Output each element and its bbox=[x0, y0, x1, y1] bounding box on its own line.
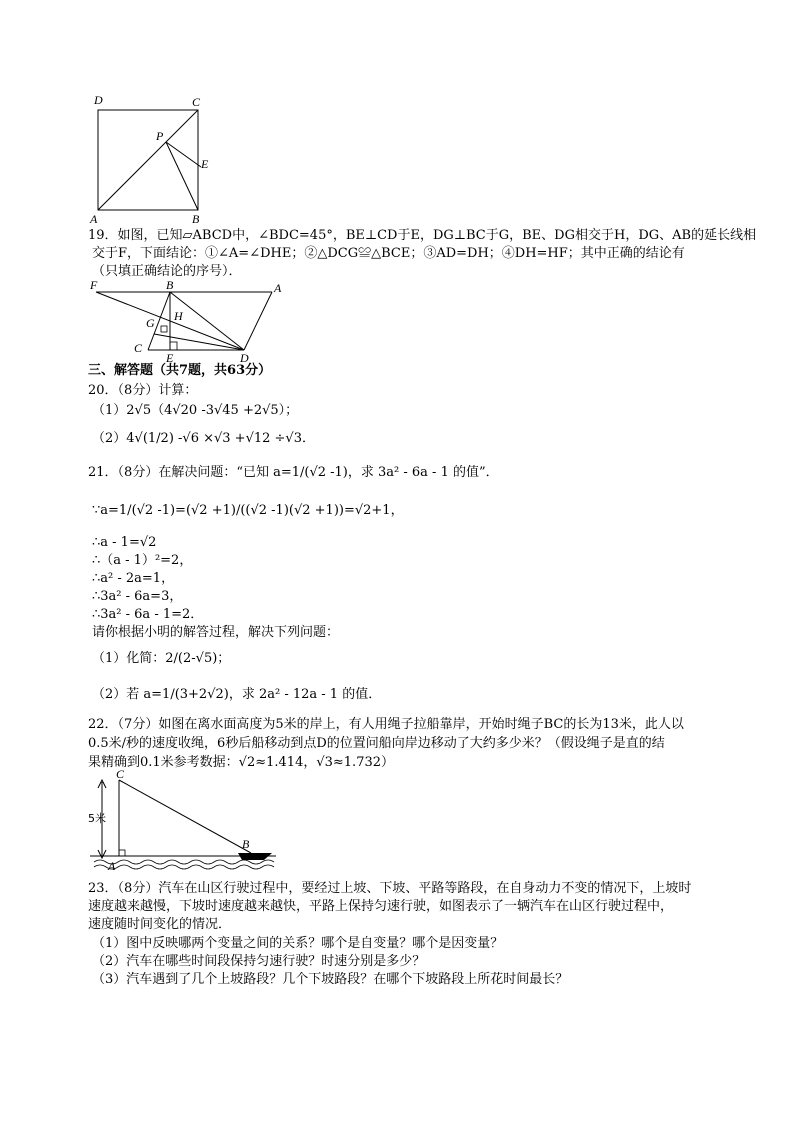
q19-line2: 交于F，下面结论：①∠A=∠DHE；②△DCG≌△BCE；③AD=DH；④DH=HF；其中正确的结论有 bbox=[92, 246, 685, 261]
q23-part2: （2）汽车在哪些时间段保持匀速行驶？时速分别是多少？ bbox=[92, 954, 426, 969]
q21-step4: ∴a² - 2a=1， bbox=[92, 571, 175, 586]
section-3-heading: 三、解答题（共7题，共63分） bbox=[88, 363, 272, 378]
label-A: A bbox=[90, 212, 98, 226]
q21-part1: （1）化简：2/(2-√5)； bbox=[92, 651, 231, 666]
label-C: C bbox=[192, 95, 201, 109]
label-A: A bbox=[274, 281, 282, 295]
q23-part3: （3）汽车遇到了几个上坡路段？几个下坡路段？在哪个下坡路段上所花时间最长？ bbox=[92, 972, 569, 987]
label-B: B bbox=[192, 212, 200, 226]
q20-part2: （2）4√(1/2) -√6 ×√3 +√12 ÷√3． bbox=[92, 431, 315, 446]
q20-head: 20．（8分）计算： bbox=[88, 383, 198, 398]
figure-q19 bbox=[86, 278, 286, 368]
label-C: C bbox=[134, 341, 143, 355]
q22-line2: 0.5米/秒的速度收绳，6秒后船移动到点D的位置问船向岸边移动了大约多少米？（假设绳子是直的结 bbox=[88, 736, 665, 751]
q19-line3: （只填正确结论的序号）． bbox=[92, 264, 242, 279]
q23-part1: （1）图中反映哪两个变量之间的关系？哪个是自变量？哪个是因变量？ bbox=[92, 936, 504, 951]
label-A: A bbox=[108, 859, 116, 873]
label-E: E bbox=[166, 351, 174, 365]
label-B: B bbox=[242, 837, 250, 851]
q21-step5: ∴3a² - 6a=3， bbox=[92, 589, 183, 604]
label-H: H bbox=[174, 309, 183, 323]
label-E: E bbox=[201, 157, 209, 171]
label-D: D bbox=[94, 93, 103, 107]
q23-line3: 速度随时间变化的情况． bbox=[88, 917, 232, 932]
label-G: G bbox=[146, 316, 155, 330]
label-D: D bbox=[240, 351, 249, 365]
q21-step6: ∴3a² - 6a - 1=2． bbox=[92, 607, 204, 622]
q23-line1: 23．（8分）汽车在山区行驶过程中，要经过上坡、下坡、平路等路段，在自身动力不变的情况下，上坡时 bbox=[88, 881, 692, 896]
figure-q22 bbox=[86, 768, 286, 874]
q22-line1: 22．（7分）如图在离水面高度为5米的岸上，有人用绳子拉船靠岸，开始时绳子BC的长为13米，此人以 bbox=[88, 717, 684, 732]
q19-line1: 19．如图，已知▱ABCD中，∠BDC=45°，BE⊥CD于E，DG⊥BC于G，BE、DG相交于H，DG、AB的延长线相 bbox=[88, 228, 757, 243]
label-C: C bbox=[116, 768, 125, 781]
q21-step3: ∴（a - 1）²=2， bbox=[92, 553, 193, 568]
label-F: F bbox=[90, 278, 98, 292]
q22-line3: 果精确到0.1米参考数据：√2≈1.414，√3≈1.732） bbox=[88, 755, 395, 770]
q21-step7: 请你根据小明的解答过程，解决下列问题： bbox=[92, 625, 340, 640]
q21-part2: （2）若 a=1/(3+2√2)，求 2a² - 12a - 1 的值． bbox=[92, 687, 382, 702]
label-P: P bbox=[156, 129, 164, 143]
q21-step2: ∴a - 1=√2 bbox=[92, 535, 157, 550]
figure-q18 bbox=[88, 92, 218, 227]
label-B: B bbox=[166, 278, 174, 292]
q23-line2: 速度越来越慢，下坡时速度越来越快，平路上保持匀速行驶，如图表示了一辆汽车在山区行驶过程中， bbox=[88, 899, 674, 914]
q21-head: 21．（8分）在解决问题：“已知 a=1/(√2 -1)，求 3a² - 6a - 1 的值”． bbox=[88, 465, 499, 480]
q20-part1: （1）2√5（4√20 -3√45 +2√5）； bbox=[92, 403, 299, 418]
label-height: 5米 bbox=[88, 812, 106, 825]
q21-step1: ∵a=1/(√2 -1)=(√2 +1)/((√2 -1)(√2 +1))=√2+1， bbox=[92, 503, 404, 518]
